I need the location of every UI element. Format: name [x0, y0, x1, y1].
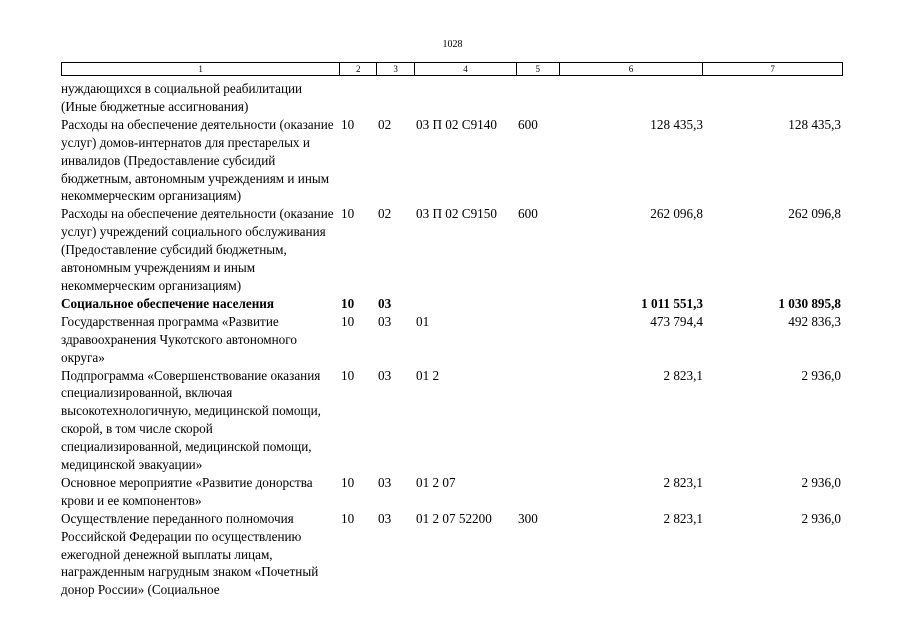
row-name: Подпрограмма «Совершенствование оказания специализированной, включая высокотехнологичную, медицинской помощи, скорой, в том числе скорой специализированной, медицинской помощи, медицинской эвакуации»	[61, 367, 321, 473]
row-subsection: 02	[378, 116, 392, 132]
table-row	[61, 80, 843, 116]
row-expense-type	[516, 295, 559, 313]
header-col-6: 6	[559, 63, 703, 75]
row-name: Социальное обеспечение населения	[61, 295, 275, 311]
table-body	[61, 80, 843, 599]
row-subsection: 03	[378, 510, 392, 526]
row-subsection: 03	[378, 313, 392, 329]
table-row	[61, 510, 843, 600]
row-name: Основное мероприятие «Развитие донорства крови и ее компонентов»	[61, 474, 313, 508]
row-target-article: 01 2 07 52200	[416, 510, 492, 526]
table-header	[61, 62, 843, 76]
row-target-article	[414, 80, 516, 116]
table-row	[61, 474, 843, 510]
row-target-article: 03 П 02 С9140	[416, 116, 497, 132]
row-section: 10	[341, 313, 355, 329]
row-amount-year-2	[703, 80, 843, 116]
header-col-7: 7	[702, 63, 842, 75]
row-target-article: 01 2 07	[416, 474, 456, 490]
row-expense-type: 600	[518, 206, 538, 222]
row-expense-type	[516, 313, 559, 367]
row-amount-year-2: 262 096,8	[788, 206, 841, 222]
header-col-3: 3	[376, 63, 414, 75]
row-name: Осуществление переданного полномочия Российской Федерации по осуществлению ежегодной денежной выплаты лицам, награжденным нагрудным знаком «Почетный донор России» (Социальное	[61, 510, 319, 598]
row-name: нуждающихся в социальной реабилитации (Иные бюджетные ассигнования)	[61, 81, 303, 114]
row-amount-year-1: 473 794,4	[650, 313, 703, 329]
row-amount-year-1: 128 435,3	[650, 116, 703, 132]
row-section: 10	[341, 510, 355, 526]
row-subsection: 03	[378, 474, 392, 490]
row-name: Расходы на обеспечение деятельности (оказание услуг) домов-интернатов для престарелых и инвалидов (Предоставление субсидий бюджетным, автономным учреждениям и иным некоммерческим организациям)	[61, 116, 334, 204]
header-col-2: 2	[339, 63, 376, 75]
row-expense-type: 600	[518, 116, 538, 132]
row-amount-year-1: 262 096,8	[650, 206, 703, 222]
table-row	[61, 367, 843, 474]
table-row	[61, 295, 843, 313]
row-section: 10	[341, 295, 355, 311]
row-expense-type	[516, 474, 559, 510]
table-row	[61, 313, 843, 367]
row-amount-year-2: 2 936,0	[801, 474, 841, 490]
header-col-1: 1	[198, 64, 203, 74]
row-amount-year-1: 1 011 551,3	[641, 295, 703, 311]
row-subsection: 02	[378, 206, 392, 222]
row-section: 10	[341, 474, 355, 490]
row-amount-year-2: 2 936,0	[801, 367, 841, 383]
row-subsection: 03	[378, 367, 392, 383]
row-amount-year-2: 128 435,3	[788, 116, 841, 132]
header-col-4: 4	[414, 63, 516, 75]
page-number: 1028	[442, 39, 463, 50]
row-expense-type	[516, 367, 559, 474]
row-expense-type	[516, 80, 559, 116]
row-target-article	[414, 295, 516, 313]
row-name: Государственная программа «Развитие здравоохранения Чукотского автономного округа»	[61, 313, 297, 365]
row-amount-year-1: 2 823,1	[663, 474, 703, 490]
row-target-article: 01	[416, 313, 430, 329]
row-name: Расходы на обеспечение деятельности (оказание услуг) учреждений социального обслуживания (Предоставление субсидий бюджетным, автономным учреждениям и иным некоммерческим организациям)	[61, 206, 334, 293]
row-section: 10	[341, 116, 355, 132]
header-col-5: 5	[516, 63, 559, 75]
row-subsection	[376, 80, 414, 116]
row-amount-year-1: 2 823,1	[663, 510, 703, 526]
row-subsection: 03	[378, 295, 392, 311]
row-amount-year-2: 1 030 895,8	[778, 295, 841, 311]
row-section	[339, 80, 376, 116]
table-row	[61, 205, 843, 295]
row-section: 10	[341, 367, 355, 383]
table-row	[61, 116, 843, 206]
row-amount-year-1	[559, 80, 703, 116]
row-target-article: 03 П 02 С9150	[416, 206, 497, 222]
row-expense-type: 300	[518, 510, 538, 526]
row-amount-year-2: 2 936,0	[801, 510, 841, 526]
row-section: 10	[341, 206, 355, 222]
row-amount-year-1: 2 823,1	[663, 367, 703, 383]
row-amount-year-2: 492 836,3	[788, 313, 841, 329]
row-target-article: 01 2	[416, 367, 440, 383]
